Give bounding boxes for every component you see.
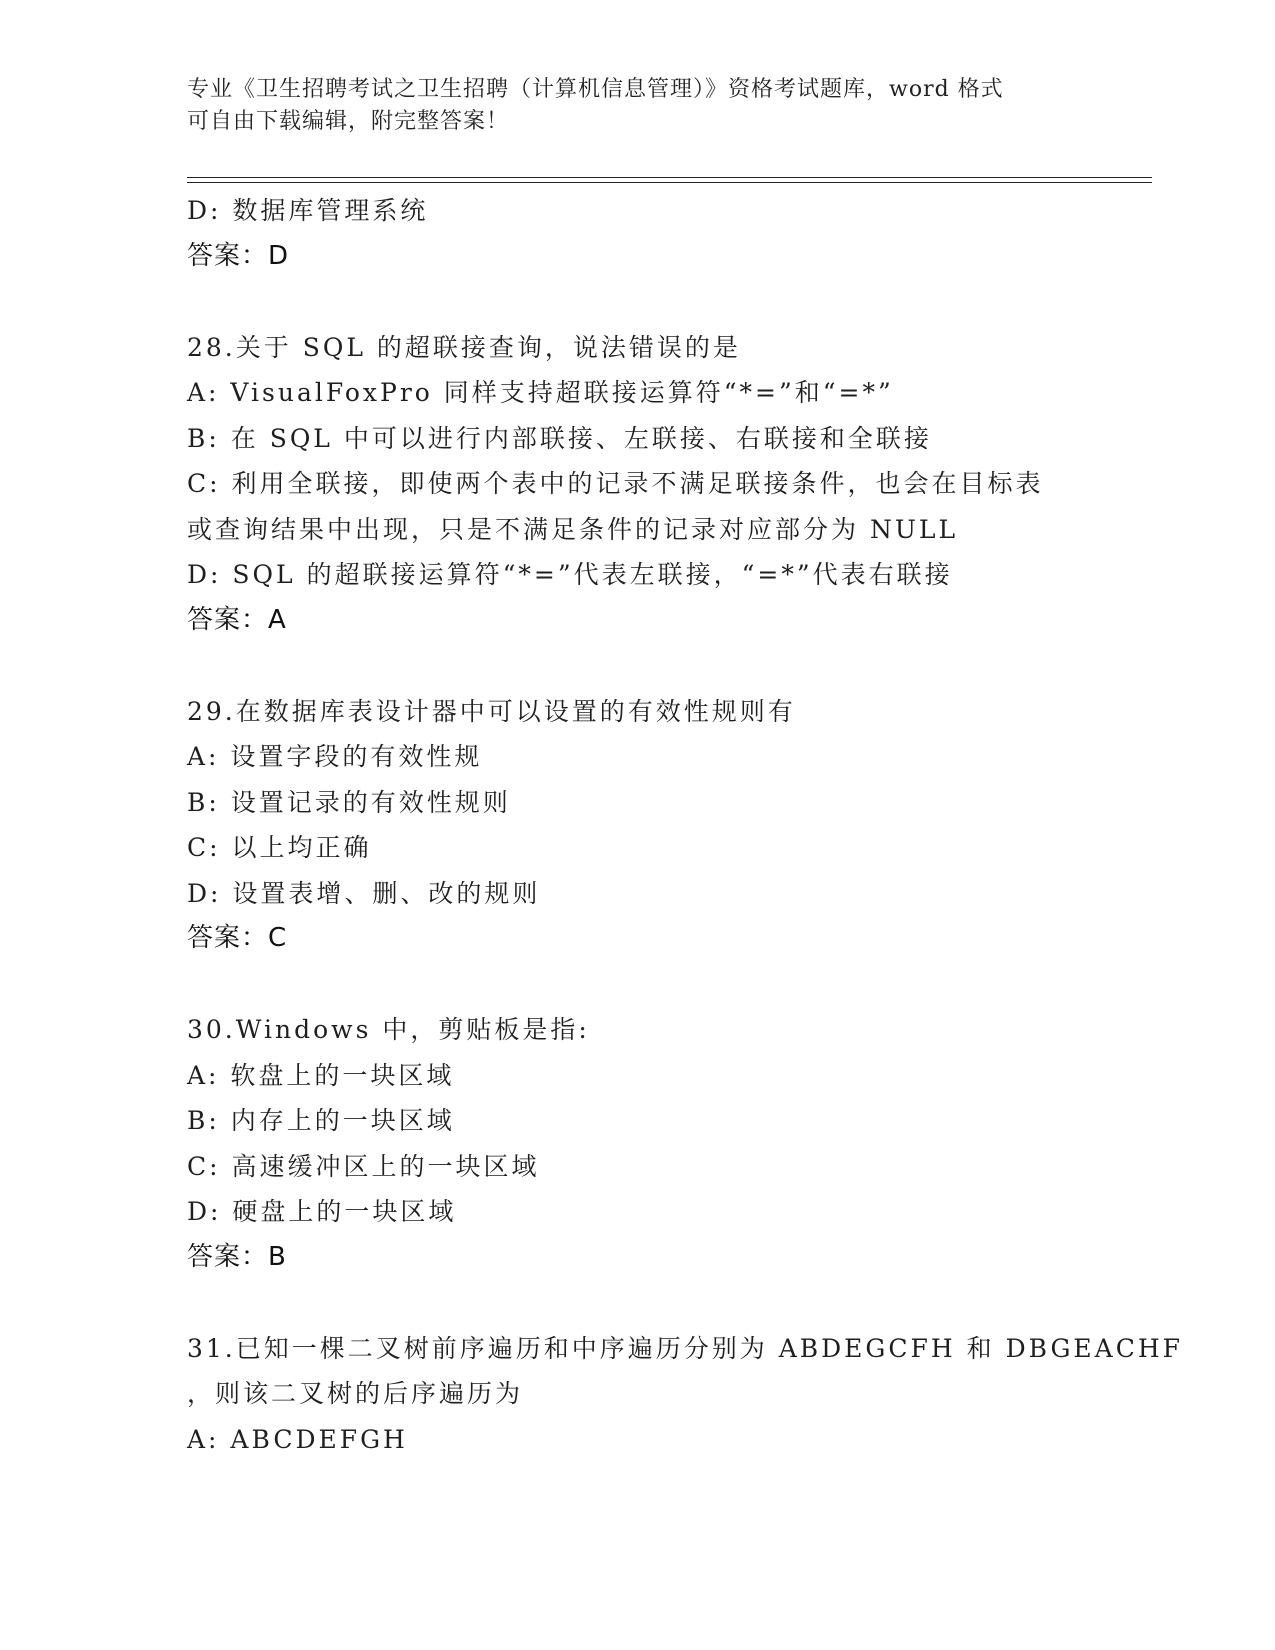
option-d: D: 硬盘上的一块区域 xyxy=(187,1197,457,1226)
question-list xyxy=(187,188,1183,1462)
header-divider-top xyxy=(187,177,1152,178)
option-a: A: VisualFoxPro 同样支持超联接运算符“*=”和“=*” xyxy=(187,378,894,407)
question-28 xyxy=(187,325,1087,644)
option-a: A: ABCDEFGH xyxy=(187,1424,408,1454)
answer: 答案：C xyxy=(187,923,288,953)
option-a: A: 设置字段的有效性规 xyxy=(187,742,483,771)
question-29 xyxy=(187,689,1087,962)
spacer xyxy=(187,962,1087,1008)
header-divider-bottom xyxy=(187,182,1152,183)
option-d: D: SQL 的超联接运算符“*=”代表左联接，“=*”代表右联接 xyxy=(187,560,953,589)
question-text-line-1: 31.已知一棵二叉树前序遍历和中序遍历分别为 ABDEGCFH 和 DBGEACHF xyxy=(187,1333,1183,1363)
option-c: C: 以上均正确 xyxy=(187,833,372,862)
option-b: B: 在 SQL 中可以进行内部联接、左联接、右联接和全联接 xyxy=(187,423,932,453)
option-c: C: 高速缓冲区上的一块区域 xyxy=(187,1151,540,1181)
spacer xyxy=(187,279,1087,325)
document-header xyxy=(187,74,1067,138)
question-text: 30.Windows 中，剪贴板是指: xyxy=(187,1015,590,1044)
option-b: B: 内存上的一块区域 xyxy=(187,1106,455,1135)
option-a: A: 软盘上的一块区域 xyxy=(187,1060,455,1090)
question-31 xyxy=(187,1326,1183,1463)
header-line-2: 可自由下载编辑，附完整答案！ xyxy=(187,109,510,134)
answer: 答案：D xyxy=(187,240,290,271)
option-d: D: 设置表增、删、改的规则 xyxy=(187,878,541,908)
question-text: 29.在数据库表设计器中可以设置的有效性规则有 xyxy=(187,696,796,726)
question-30 xyxy=(187,1007,1087,1280)
question-27-tail xyxy=(187,188,1087,279)
answer: 答案：B xyxy=(187,1241,287,1272)
header-line-1: 专业《卫生招聘考试之卫生招聘（计算机信息管理）》资格考试题库，word 格式 xyxy=(187,77,1004,102)
option-d: D: 数据库管理系统 xyxy=(187,196,429,225)
spacer xyxy=(187,1280,1087,1326)
option-c-line-2: 或查询结果中出现，只是不满足条件的记录对应部分为 NULL xyxy=(187,514,959,544)
option-c-line-1: C: 利用全联接，即使两个表中的记录不满足联接条件，也会在目标表 xyxy=(187,469,1044,498)
answer: 答案：A xyxy=(187,604,287,635)
option-b: B: 设置记录的有效性规则 xyxy=(187,787,511,817)
spacer xyxy=(187,643,1087,689)
question-text: 28.关于 SQL 的超联接查询，说法错误的是 xyxy=(187,332,741,362)
question-text-line-2: ，则该二叉树的后序遍历为 xyxy=(187,1379,524,1408)
